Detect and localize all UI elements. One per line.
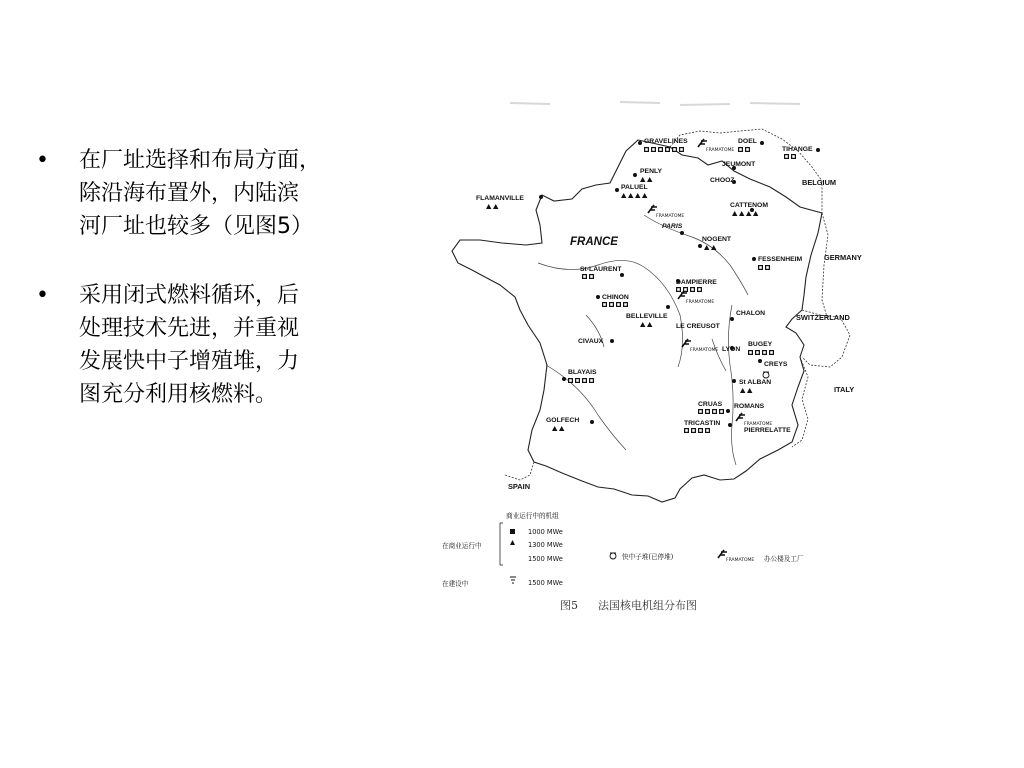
units-1000mwe bbox=[568, 147, 796, 433]
legend-under-construction: 在建设中 bbox=[442, 580, 469, 588]
border-italy bbox=[792, 357, 808, 447]
legend-framatome-icon bbox=[718, 550, 727, 558]
label-romans: ROMANS bbox=[734, 403, 765, 410]
legend-fast-reactor-icon bbox=[610, 553, 616, 559]
saone-river bbox=[712, 339, 726, 371]
legend-in-operation: 在商业运行中 bbox=[442, 542, 482, 550]
legend-1000mwe: 1000 MWe bbox=[528, 528, 563, 536]
legend-framatome-label: FRAMATOME bbox=[726, 558, 755, 563]
legend-square-symbol bbox=[510, 529, 515, 534]
caption-number: 图5 bbox=[560, 599, 578, 612]
label-blayais: BLAYAIS bbox=[568, 369, 597, 376]
border-germany bbox=[822, 213, 828, 320]
label-tihange: TIHANGE bbox=[782, 146, 813, 153]
label-le-creusot: LE CREUSOT bbox=[676, 323, 720, 330]
label-belgium: BELGIUM bbox=[802, 178, 837, 187]
label-bugey: BUGEY bbox=[748, 341, 773, 348]
label-belleville: BELLEVILLE bbox=[626, 313, 668, 320]
bullet-line: 河厂址也较多（见图5） bbox=[79, 214, 313, 239]
label-germany: GERMANY bbox=[824, 253, 862, 262]
label-dampierre: DAMPIERRE bbox=[676, 279, 717, 286]
label-flamanville: FLAMANVILLE bbox=[476, 195, 524, 202]
label-tricastin: TRICASTIN bbox=[684, 420, 721, 427]
label-st-alban: St ALBAN bbox=[739, 379, 772, 386]
label-switzerland: SWITZERLAND bbox=[796, 313, 850, 322]
label-nogent: NOGENT bbox=[702, 236, 732, 243]
label-cattenom: CATTENOM bbox=[730, 202, 769, 209]
label-gravelines: GRAVELINES bbox=[644, 138, 688, 145]
label-france: FRANCE bbox=[570, 236, 618, 248]
label-paluel: PALUEL bbox=[621, 184, 648, 191]
label-golfech: GOLFECH bbox=[546, 417, 580, 424]
label-cruas: CRUAS bbox=[698, 401, 723, 408]
label-italy: ITALY bbox=[834, 385, 855, 394]
label-penly: PENLY bbox=[640, 168, 663, 175]
label-civaux: CIVAUX bbox=[578, 338, 604, 345]
label-spain: SPAIN bbox=[508, 482, 531, 491]
legend-triangle-symbol bbox=[510, 540, 515, 545]
legend bbox=[442, 511, 804, 588]
framatome-label: FRAMATOME bbox=[706, 148, 735, 153]
bullet-dot: • bbox=[36, 148, 49, 173]
bullet-line: 在厂址选择和布局方面， bbox=[79, 148, 322, 173]
bullet-line: 处理技术先进，并重视 bbox=[79, 316, 300, 341]
fast-reactor-icon bbox=[763, 372, 769, 378]
legend-1300mwe: 1300 MWe bbox=[528, 541, 563, 549]
bullet-item-site-selection bbox=[36, 144, 381, 243]
label-paris: PARIS bbox=[662, 223, 683, 230]
bullet-line: 图充分利用核燃料。 bbox=[79, 382, 278, 407]
bullet-list bbox=[36, 144, 381, 447]
label-st-laurent: St-LAURENT bbox=[580, 266, 622, 273]
legend-construction-symbol bbox=[510, 577, 516, 583]
bullet-line: 发展快中子增殖堆，力 bbox=[79, 349, 300, 374]
label-doel: DOEL bbox=[738, 138, 757, 145]
framatome-label: FRAMATOME bbox=[690, 348, 719, 353]
scan-artifact bbox=[510, 102, 800, 105]
units-1300mwe bbox=[486, 177, 758, 431]
label-chooz: CHOOZ bbox=[710, 177, 735, 184]
label-lyon: LYON bbox=[722, 346, 741, 353]
caption-title: 法国核电机组分布图 bbox=[598, 599, 697, 612]
bullet-dot: • bbox=[36, 283, 49, 308]
framatome-label: FRAMATOME bbox=[744, 422, 773, 427]
figure-caption bbox=[560, 597, 800, 613]
label-chinon: CHINON bbox=[602, 294, 629, 301]
garonne-river bbox=[546, 365, 626, 450]
label-jeumont: JEUMONT bbox=[722, 161, 756, 168]
bullet-line: 采用闭式燃料循环，后 bbox=[79, 283, 300, 308]
label-fessenheim: FESSENHEIM bbox=[758, 256, 803, 263]
france-nuclear-map-figure bbox=[430, 95, 880, 620]
rivers bbox=[538, 215, 748, 465]
bullet-line: 除沿海布置外，内陆滨 bbox=[79, 181, 300, 206]
bullet-item-fuel-cycle bbox=[36, 279, 381, 411]
framatome-label: FRAMATOME bbox=[686, 300, 715, 305]
france-nuclear-map bbox=[430, 95, 880, 595]
label-pierrelatte: PIERRELATTE bbox=[744, 427, 791, 434]
legend-1500mwe: 1500 MWe bbox=[528, 555, 563, 563]
legend-1500mwe-construction: 1500 MWe bbox=[528, 579, 563, 587]
label-chalon: CHALON bbox=[736, 310, 766, 317]
legend-framatome-office: 办公楼及工厂 bbox=[764, 555, 804, 563]
framatome-label: FRAMATOME bbox=[656, 214, 685, 219]
label-creys: CREYS bbox=[764, 361, 788, 368]
legend-bracket bbox=[500, 523, 503, 565]
rhone-river bbox=[728, 305, 736, 465]
legend-fast-reactor: 快中子堆(已停堆) bbox=[622, 553, 674, 561]
border-spain bbox=[505, 462, 534, 480]
legend-title: 商业运行中的机组 bbox=[506, 512, 559, 520]
